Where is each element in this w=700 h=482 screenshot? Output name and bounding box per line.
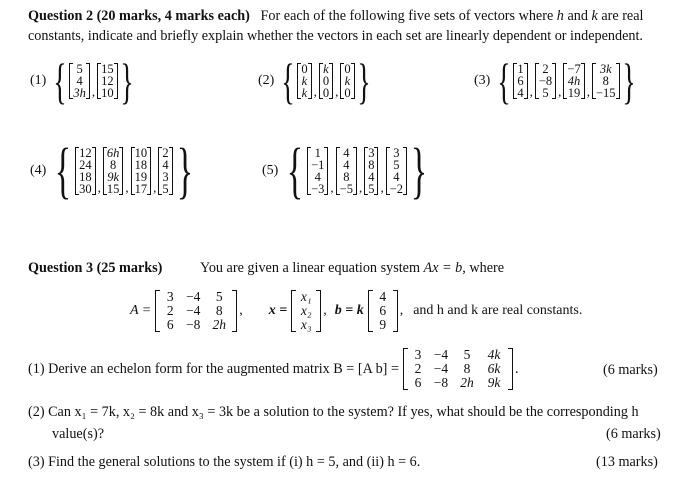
A-label: A = [130,303,152,318]
right-brace: } [176,137,193,205]
vector: 6h 8 9k 15 [103,147,124,195]
q3-note: and h and k are real constants. [413,303,583,318]
matrix-B: 3 −4 5 4k 2 −4 8 6k 6 −8 2h 9k [403,348,513,390]
q3-title: Question 3 (25 marks) [28,260,163,276]
part-2-marks: (6 marks) [606,426,661,442]
b-label: b = k [334,303,364,318]
x-label: x = [268,303,288,318]
vector: 2 4 3 5 [158,147,172,195]
right-brace: } [356,53,371,109]
vector: 3k 8 −15 [592,63,620,99]
q2-paragraph [28,6,678,46]
right-brace: } [410,137,428,205]
vector-set-5: (5) { 1 −1 4 −3 , 4 4 8 −5 , 3 8 4 5 , 3 5 4 −2 } [262,137,428,205]
part-3-marks: (13 marks) [596,454,658,470]
vector: −7 4h 19 [563,63,584,99]
equation: Ax = b [423,260,463,276]
vector: 3 5 4 −2 [386,147,407,195]
left-brace: { [55,137,72,205]
set-label: (1) [30,73,47,88]
vector-x: x₁ x₂ x₃ [291,290,321,332]
right-brace: } [119,53,134,109]
var-k: k [591,8,598,24]
vector: 12 24 18 30 [75,147,96,195]
vector: 15 12 10 [97,63,118,99]
vector-set-4: (4) { 12 24 18 30 , 6h 8 9k 15 , 10 18 19 17 , 2 4 3 5 } [30,137,193,205]
set-label: (4) [30,163,47,178]
q3-definitions: A = 3 −4 5 2 −4 8 6 −8 2h , x = x₁ x₂ x₃ , b = k 4 6 9 , and h and k are real constants. [130,289,583,332]
q3-intro: You are given a linear equation system Ax = b, where [200,260,505,276]
left-brace: { [281,53,295,109]
vector: 10 18 19 17 [131,147,152,195]
vector: 5 4 3h [69,63,90,99]
part-1-marks: (6 marks) [603,362,658,378]
q2-title: Question 2 (20 marks, 4 marks each) [28,8,250,24]
q3-part-1: (1) Derive an echelon form for the augmented matrix B = [A b] = 3 −4 5 4k 2 −4 8 6k 6 −8 2h 9k . [28,347,519,390]
vector-set-2: (2) { 0 k k , k 0 0 , 0 k 0 } [258,53,371,109]
part-1-text: (1) Derive an echelon form for the augmented matrix B = [A b] = [28,360,399,377]
set-label: (3) [474,73,491,88]
vector: 1 −1 4 −3 [307,147,328,195]
vector: 1 6 4 [513,63,527,99]
q2-text-line1-end: are real [601,8,644,24]
q3-header [28,260,162,277]
vector: 2 −8 5 [535,63,556,99]
left-brace: { [53,53,67,109]
vector: 4 4 8 −5 [336,147,357,195]
left-brace: { [497,53,511,109]
var-h: h [556,8,564,24]
set-label: (2) [258,73,275,88]
matrix-A: 3 −4 5 2 −4 8 6 −8 2h [155,290,237,332]
vector: 3 8 4 5 [364,147,378,195]
q2-text-line1: For each of the following five sets of vectors where [260,8,554,24]
right-brace: } [621,53,636,109]
left-brace: { [287,137,304,205]
set-label: (5) [262,163,279,178]
part-2-text-2: value(s)? [52,426,104,442]
vector: 0 k 0 [340,63,354,99]
vector-set-3: (3) { 1 6 4 , 2 −8 5 , −7 4h 19 , 3k 8 −15 } [474,53,636,109]
q2-text-line2: constants, indicate and briefly explain whether the vectors in each set are linearly dependent or independent. [28,28,643,44]
part-2-text: (2) Can x₁ = 7k, x₂ = 8k and x₃ = 3k be a solution to the system? If yes, what should be the corresponding h [28,404,639,420]
vector: 0 k k [297,63,311,99]
vector-b: 4 6 9 [368,290,398,332]
vector: k 0 0 [319,63,333,99]
word-and: and [567,8,588,24]
vector-set-1: (1) { 5 4 3h , 15 12 10 } [30,53,134,109]
part-3-text: (3) Find the general solutions to the system if (i) h = 5, and (ii) h = 6. [28,454,421,470]
